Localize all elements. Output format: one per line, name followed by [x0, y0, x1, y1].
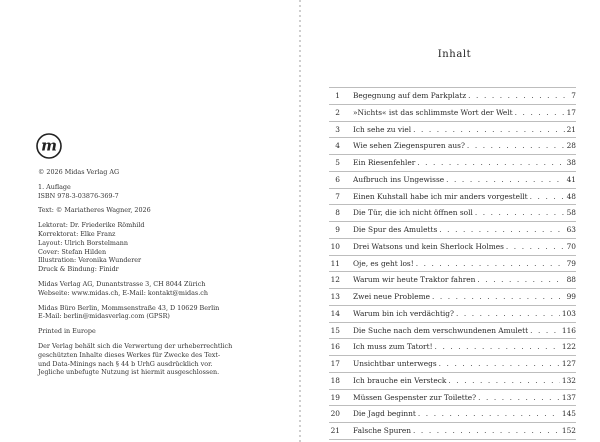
toc-line — [353, 272, 576, 288]
toc-page-number: 48 — [566, 191, 576, 201]
toc-chapter-number: 21 — [330, 426, 340, 435]
toc-page-number: 103 — [561, 308, 576, 318]
imprint-line: Printed in Europe — [38, 327, 96, 336]
toc-page-number: 79 — [566, 258, 576, 268]
table-of-contents — [329, 87, 576, 440]
toc-chapter-number: 6 — [335, 174, 340, 184]
toc-chapter-title: Begegnung auf dem Parkplatz — [353, 91, 467, 100]
toc-page-number: 7 — [571, 91, 576, 100]
toc-chapter-title: Die Jagd beginnt — [353, 409, 416, 419]
imprint-block — [38, 168, 288, 177]
toc-page-number: 122 — [561, 342, 576, 352]
toc-chapter-number: 1 — [335, 91, 340, 100]
toc-leader-dots — [530, 189, 565, 205]
toc-chapter-number: 20 — [330, 409, 340, 419]
toc-leader-dots — [432, 289, 565, 305]
toc-chapter-number: 8 — [335, 208, 340, 218]
toc-line — [353, 339, 576, 355]
toc-chapter-title: Zwei neue Probleme — [353, 292, 430, 301]
toc-page-number: 70 — [566, 241, 576, 251]
toc-leader-dots — [475, 205, 565, 221]
toc-entry — [329, 238, 576, 255]
imprint-line: Korrektorat: Elke Franz — [38, 229, 116, 238]
toc-chapter-number: 15 — [330, 325, 340, 335]
imprint-text — [38, 168, 288, 383]
toc-chapter-title: Ich muss zum Tatort! — [353, 342, 433, 352]
toc-entry — [329, 405, 576, 422]
toc-page-number: 38 — [566, 158, 576, 167]
imprint-line: und Data-Minings nach § 44 b UrhG ausdrücklich vor. — [38, 359, 213, 368]
imprint-line: Druck & Bindung: Finidr — [38, 265, 119, 274]
imprint-block — [38, 206, 288, 215]
contents-title: Inhalt — [437, 49, 472, 60]
svg-text:m: m — [41, 136, 57, 155]
imprint-line: Webseite: www.midas.ch, E-Mail: kontakt@midas.ch — [38, 288, 208, 297]
toc-chapter-number: 7 — [335, 191, 340, 201]
toc-line — [353, 155, 576, 171]
toc-page-number: 116 — [561, 325, 576, 335]
toc-chapter-title: Die Spur des Amuletts — [353, 225, 438, 234]
toc-line — [353, 323, 576, 339]
toc-line — [353, 306, 576, 322]
imprint-page — [0, 0, 299, 442]
toc-chapter-number: 9 — [335, 225, 340, 234]
toc-chapter-title: Müssen Gespenster zur Toilette? — [353, 392, 477, 402]
toc-chapter-title: Drei Watsons und kein Sherlock Holmes — [353, 241, 504, 251]
toc-chapter-title: Wie sehen Ziegenspuren aus? — [353, 141, 465, 151]
toc-leader-dots — [477, 272, 564, 288]
toc-entry — [329, 104, 576, 121]
toc-page-number: 145 — [561, 409, 576, 419]
toc-line — [353, 222, 576, 238]
toc-chapter-title: Die Suche nach dem verschwundenen Amulett — [353, 325, 529, 335]
toc-page-number: 137 — [561, 392, 576, 402]
imprint-block — [38, 304, 288, 322]
imprint-line: E-Mail: berlin@midasverlag.com (GPSR) — [38, 312, 170, 321]
toc-line — [353, 256, 576, 272]
toc-entry — [329, 171, 576, 188]
toc-chapter-title: Einen Kuhstall habe ich mir anders vorgestellt — [353, 191, 528, 201]
imprint-line: Layout: Ulrich Borstelmann — [38, 238, 129, 247]
toc-entry — [329, 137, 576, 154]
toc-chapter-number: 5 — [335, 158, 340, 167]
toc-leader-dots — [467, 138, 565, 154]
imprint-block — [38, 342, 288, 377]
toc-chapter-number: 11 — [330, 258, 340, 268]
toc-entry — [329, 204, 576, 221]
toc-page-number: 17 — [566, 107, 576, 117]
imprint-block — [38, 280, 288, 298]
toc-chapter-title: Die Tür, die ich nicht öffnen soll — [353, 208, 473, 218]
toc-line — [353, 105, 576, 121]
toc-leader-dots — [456, 306, 560, 322]
toc-chapter-number: 12 — [330, 275, 340, 285]
toc-page-number: 99 — [566, 292, 576, 301]
toc-chapter-number: 10 — [330, 241, 340, 251]
toc-page-number: 58 — [566, 208, 576, 218]
imprint-line: Der Verlag behält sich die Verwertung der urheberrechtlich — [38, 341, 233, 350]
toc-chapter-number: 13 — [330, 292, 340, 301]
toc-leader-dots — [417, 155, 564, 171]
toc-chapter-number: 16 — [330, 342, 340, 352]
imprint-line: ISBN 978-3-03876-369-7 — [38, 191, 119, 200]
toc-entry — [329, 422, 576, 440]
toc-chapter-number: 17 — [330, 359, 340, 368]
toc-entry — [329, 338, 576, 355]
imprint-block — [38, 327, 288, 336]
toc-leader-dots — [506, 239, 565, 255]
toc-leader-dots — [416, 256, 565, 272]
imprint-line: Cover: Stefan Hilden — [38, 247, 107, 256]
toc-line — [353, 406, 576, 422]
toc-line — [353, 289, 576, 305]
toc-leader-dots — [446, 172, 564, 188]
imprint-line: Midas Büro Berlin, Mommsenstraße 43, D 10629 Berlin — [38, 303, 220, 312]
toc-entry — [329, 271, 576, 288]
toc-page-number: 28 — [566, 141, 576, 151]
toc-page-number: 63 — [566, 225, 576, 234]
toc-entry — [329, 121, 576, 138]
toc-chapter-title: Ich brauche ein Versteck — [353, 375, 447, 385]
toc-entry — [329, 221, 576, 238]
toc-line — [353, 239, 576, 255]
toc-entry — [329, 255, 576, 272]
toc-line — [353, 423, 576, 439]
toc-leader-dots — [413, 122, 564, 138]
toc-chapter-number: 14 — [330, 308, 340, 318]
toc-page-number: 88 — [566, 275, 576, 285]
toc-chapter-title: Aufbruch ins Ungewisse — [353, 174, 445, 184]
imprint-line: Midas Verlag AG, Dunantstrasse 3, CH 8044 Zürich — [38, 279, 206, 288]
toc-line — [353, 356, 576, 372]
toc-chapter-number: 19 — [330, 392, 340, 402]
toc-chapter-title: »Nichts« ist das schlimmste Wort der Welt — [353, 107, 513, 117]
toc-line — [353, 122, 576, 138]
toc-chapter-number: 4 — [335, 141, 340, 151]
toc-chapter-number: 3 — [335, 124, 340, 134]
toc-entry — [329, 372, 576, 389]
toc-leader-dots — [435, 339, 560, 355]
toc-leader-dots — [448, 373, 560, 389]
toc-chapter-title: Ich sehe zu viel — [353, 124, 412, 134]
imprint-block — [38, 183, 288, 201]
toc-line — [353, 88, 576, 104]
imprint-line: 1. Auflage — [38, 182, 71, 191]
toc-entry — [329, 322, 576, 339]
toc-entry — [329, 389, 576, 406]
toc-chapter-title: Warum wir heute Traktor fahren — [353, 275, 476, 285]
toc-leader-dots — [413, 423, 560, 439]
toc-leader-dots — [418, 406, 560, 422]
imprint-block — [38, 221, 288, 274]
toc-leader-dots — [515, 105, 565, 121]
toc-chapter-title: Oje, es geht los! — [353, 258, 414, 268]
imprint-line: Jegliche unbefugte Nutzung ist hiermit ausgeschlossen. — [38, 368, 220, 377]
toc-leader-dots — [478, 390, 560, 406]
toc-chapter-title: Unsichtbar unterwegs — [353, 359, 437, 368]
toc-page-number: 152 — [561, 426, 576, 435]
toc-line — [353, 172, 576, 188]
publisher-logo-icon — [36, 133, 62, 159]
toc-leader-dots — [468, 88, 569, 104]
toc-entry — [329, 288, 576, 305]
toc-entry — [329, 355, 576, 372]
toc-page-number: 41 — [566, 174, 576, 184]
toc-chapter-title: Warum bin ich verdächtig? — [353, 308, 454, 318]
imprint-line: © 2026 Midas Verlag AG — [38, 168, 120, 176]
toc-page-number: 21 — [566, 124, 576, 134]
toc-line — [353, 373, 576, 389]
imprint-line: Illustration: Veronika Wunderer — [38, 256, 142, 265]
imprint-line: Text: © Mariatheres Wagner, 2026 — [38, 206, 151, 215]
toc-line — [353, 205, 576, 221]
toc-chapter-number: 2 — [335, 107, 340, 117]
toc-leader-dots — [439, 222, 564, 238]
imprint-line: Lektorat: Dr. Friederike Römhild — [38, 221, 145, 230]
toc-leader-dots — [439, 356, 560, 372]
toc-page-number: 132 — [561, 375, 576, 385]
toc-entry — [329, 188, 576, 205]
toc-entry — [329, 305, 576, 322]
toc-chapter-number: 18 — [330, 375, 340, 385]
toc-line — [353, 138, 576, 154]
toc-chapter-title: Falsche Spuren — [353, 426, 412, 435]
toc-page-number: 127 — [561, 359, 576, 368]
toc-entry — [329, 154, 576, 171]
toc-line — [353, 189, 576, 205]
toc-line — [353, 390, 576, 406]
imprint-line: geschützten Inhalte dieses Werkes für Zwecke des Text- — [38, 350, 221, 359]
contents-page — [301, 0, 600, 442]
toc-chapter-title: Ein Riesenfehler — [353, 158, 416, 167]
toc-leader-dots — [530, 323, 560, 339]
toc-entry — [329, 87, 576, 104]
